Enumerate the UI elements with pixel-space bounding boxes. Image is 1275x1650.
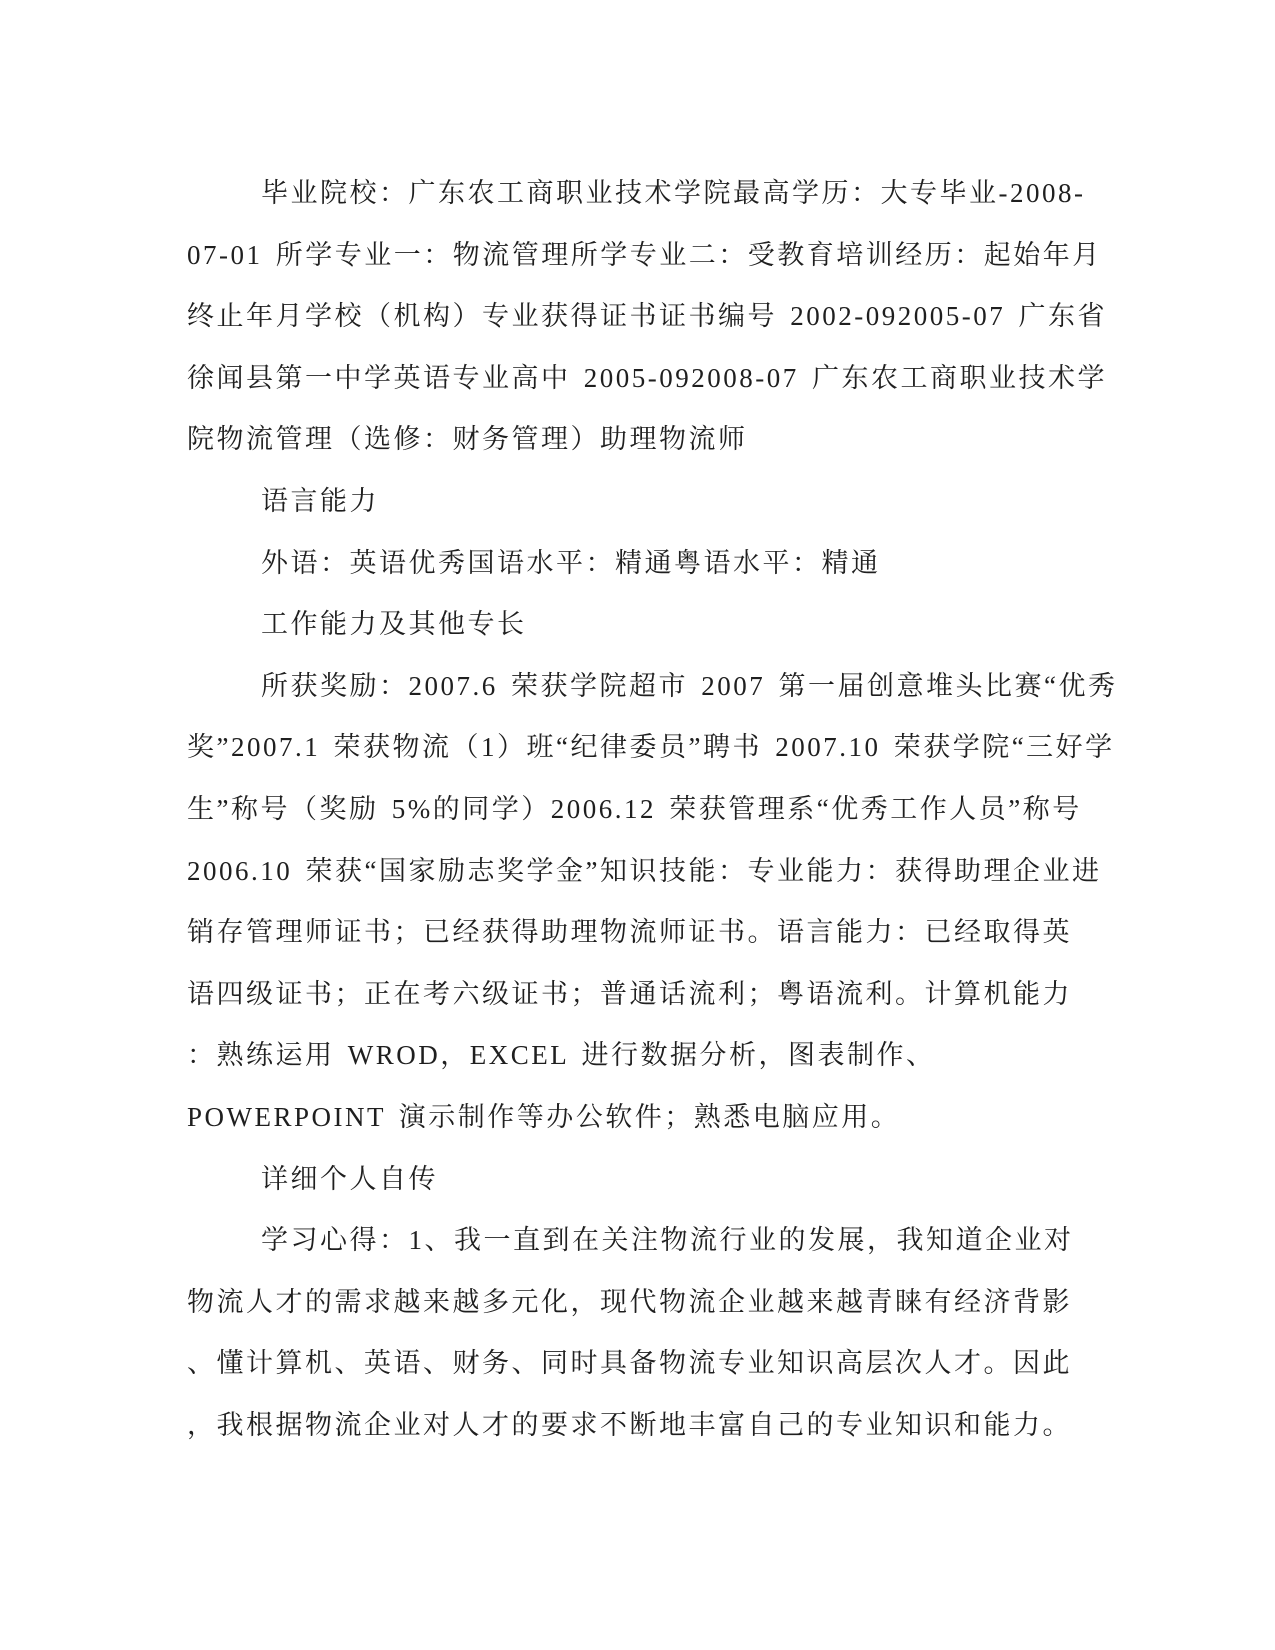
text-line: 物流人才的需求越来越多元化，现代物流企业越来越青睐有经济背影 xyxy=(187,1286,1072,1317)
text-line: 2006.10 荣获“国家励志奖学金”知识技能：专业能力：获得助理企业进 xyxy=(187,855,1102,886)
text-line: 销存管理师证书；已经获得助理物流师证书。语言能力：已经取得英 xyxy=(187,917,1072,948)
section-heading: 详细个人自传 xyxy=(261,1163,438,1194)
paragraph-language-ability-heading xyxy=(187,471,1175,533)
text-line: 毕业院校：广东农工商职业技术学院最高学历：大专毕业-2008- xyxy=(261,178,1086,208)
text-line: 终止年月学校（机构）专业获得证书证书编号 2002-092005-07 广东省 xyxy=(187,301,1107,332)
paragraph-education-info xyxy=(187,163,1175,471)
paragraph-language-ability-detail xyxy=(187,533,1175,595)
paragraph-work-ability-heading xyxy=(187,594,1175,656)
section-heading: 语言能力 xyxy=(261,485,379,516)
section-heading: 工作能力及其他专长 xyxy=(261,609,527,640)
text-line: 语四级证书；正在考六级证书；普通话流利；粤语流利。计算机能力 xyxy=(187,978,1072,1009)
text-line: ，我根据物流企业对人才的要求不断地丰富自己的专业知识和能力。 xyxy=(187,1409,1072,1440)
text-line: 07-01 所学专业一：物流管理所学专业二：受教育培训经历：起始年月 xyxy=(187,239,1102,270)
text-line: 所获奖励：2007.6 荣获学院超市 2007 第一届创意堆头比赛“优秀 xyxy=(261,670,1118,701)
text-line: 、懂计算机、英语、财务、同时具备物流专业知识高层次人才。因此 xyxy=(187,1348,1072,1379)
text-line: POWERPOINT 演示制作等办公软件；熟悉电脑应用。 xyxy=(187,1101,901,1132)
text-line: ：熟练运用 WROD，EXCEL 进行数据分析，图表制作、 xyxy=(187,1040,936,1071)
text-line: 院物流管理（选修：财务管理）助理物流师 xyxy=(187,424,748,455)
text-line: 生”称号（奖励 5%的同学）2006.12 荣获管理系“优秀工作人员”称号 xyxy=(187,793,1082,824)
paragraph-autobiography-detail xyxy=(187,1210,1175,1456)
text-line: 学习心得：1、我一直到在关注物流行业的发展，我知道企业对 xyxy=(261,1225,1074,1256)
text-line: 外语：英语优秀国语水平：精通粤语水平：精通 xyxy=(261,547,881,578)
text-line: 奖”2007.1 荣获物流（1）班“纪律委员”聘书 2007.10 荣获学院“三好学 xyxy=(187,732,1115,763)
paragraph-autobiography-heading xyxy=(187,1149,1175,1211)
paragraph-awards-and-skills xyxy=(187,656,1175,1149)
text-line: 徐闻县第一中学英语专业高中 2005-092008-07 广东农工商职业技术学 xyxy=(187,362,1107,393)
